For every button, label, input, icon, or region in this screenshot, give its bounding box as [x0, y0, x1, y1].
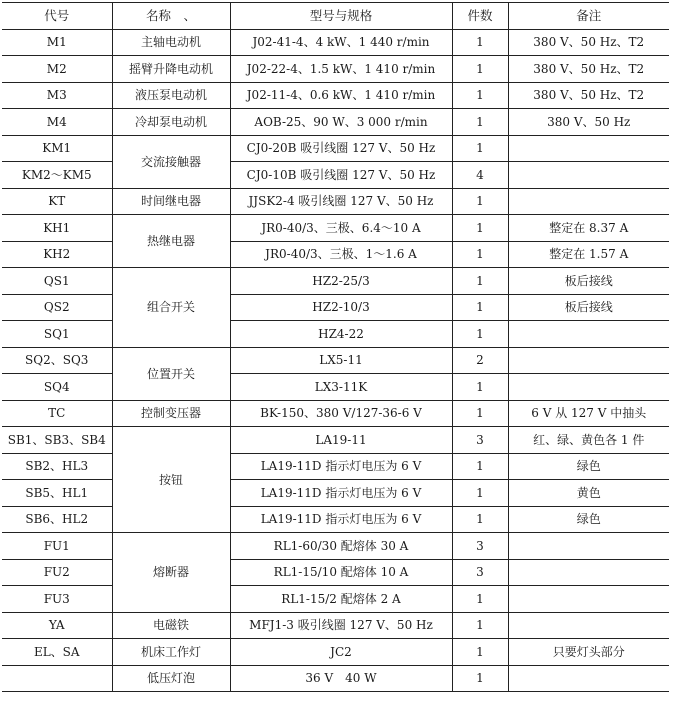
component-table	[2, 2, 669, 692]
cell-spec: J02-22-4、1.5 kW、1 410 r/min	[230, 56, 452, 83]
cell-spec: RL1-60/30 配熔体 30 A	[230, 533, 452, 560]
cell-note: 6 V 从 127 V 中抽头	[508, 400, 669, 427]
cell-qty: 1	[452, 453, 508, 480]
cell-note: 黄色	[508, 480, 669, 507]
cell-qty: 1	[452, 82, 508, 109]
cell-code: M2	[2, 56, 112, 83]
cell-spec: CJ0-20B 吸引线圈 127 V、50 Hz	[230, 135, 452, 162]
cell-qty: 1	[452, 506, 508, 533]
table-row	[2, 56, 669, 83]
table-row	[2, 109, 669, 136]
cell-code: QS2	[2, 294, 112, 321]
cell-note: 绿色	[508, 453, 669, 480]
cell-name: 位置开关	[112, 347, 230, 400]
cell-qty: 1	[452, 665, 508, 692]
table-row	[2, 241, 669, 268]
cell-code: SB1、SB3、SB4	[2, 427, 112, 454]
cell-qty: 1	[452, 612, 508, 639]
table-row	[2, 188, 669, 215]
cell-note	[508, 135, 669, 162]
cell-qty: 1	[452, 480, 508, 507]
cell-spec: AOB-25、90 W、3 000 r/min	[230, 109, 452, 136]
cell-spec: LA19-11D 指示灯电压为 6 V	[230, 453, 452, 480]
cell-code: KH1	[2, 215, 112, 242]
cell-name: 电磁铁	[112, 612, 230, 639]
cell-code: SQ2、SQ3	[2, 347, 112, 374]
table-row	[2, 480, 669, 507]
cell-qty: 1	[452, 215, 508, 242]
cell-name: 按钮	[112, 427, 230, 533]
cell-qty: 3	[452, 559, 508, 586]
header-name: 名称 、	[112, 3, 230, 30]
cell-name: 控制变压器	[112, 400, 230, 427]
cell-code: KM2～KM5	[2, 162, 112, 189]
cell-name: 摇臂升降电动机	[112, 56, 230, 83]
cell-note: 板后接线	[508, 294, 669, 321]
cell-name: 机床工作灯	[112, 639, 230, 666]
cell-spec: JC2	[230, 639, 452, 666]
cell-note: 380 V、50 Hz	[508, 109, 669, 136]
table-row	[2, 427, 669, 454]
cell-qty: 1	[452, 321, 508, 348]
cell-code: SB6、HL2	[2, 506, 112, 533]
cell-spec: BK-150、380 V/127-36-6 V	[230, 400, 452, 427]
cell-qty: 3	[452, 427, 508, 454]
cell-qty: 1	[452, 374, 508, 401]
cell-note: 整定在 1.57 A	[508, 241, 669, 268]
cell-spec: LA19-11D 指示灯电压为 6 V	[230, 480, 452, 507]
cell-spec: RL1-15/10 配熔体 10 A	[230, 559, 452, 586]
cell-note	[508, 162, 669, 189]
cell-code: FU2	[2, 559, 112, 586]
cell-spec: RL1-15/2 配熔体 2 A	[230, 586, 452, 613]
cell-qty: 1	[452, 268, 508, 295]
table-row	[2, 82, 669, 109]
table-row	[2, 268, 669, 295]
cell-note: 380 V、50 Hz、T2	[508, 29, 669, 56]
table-row	[2, 533, 669, 560]
table-row	[2, 612, 669, 639]
table-row	[2, 294, 669, 321]
cell-spec: MFJ1-3 吸引线圈 127 V、50 Hz	[230, 612, 452, 639]
cell-code: SQ1	[2, 321, 112, 348]
table-row	[2, 347, 669, 374]
cell-code: KH2	[2, 241, 112, 268]
cell-name: 熔断器	[112, 533, 230, 613]
cell-note: 380 V、50 Hz、T2	[508, 56, 669, 83]
cell-code: QS1	[2, 268, 112, 295]
cell-name: 交流接触器	[112, 135, 230, 188]
cell-note	[508, 559, 669, 586]
cell-note	[508, 533, 669, 560]
cell-code: TC	[2, 400, 112, 427]
cell-qty: 1	[452, 294, 508, 321]
cell-spec: HZ4-22	[230, 321, 452, 348]
cell-code: M4	[2, 109, 112, 136]
table-row	[2, 586, 669, 613]
cell-code: M1	[2, 29, 112, 56]
cell-note	[508, 612, 669, 639]
cell-code: FU3	[2, 586, 112, 613]
cell-spec: LX3-11K	[230, 374, 452, 401]
cell-name: 组合开关	[112, 268, 230, 348]
cell-code: YA	[2, 612, 112, 639]
cell-code: SB5、HL1	[2, 480, 112, 507]
cell-note: 红、绿、黄色各 1 件	[508, 427, 669, 454]
cell-qty: 1	[452, 400, 508, 427]
cell-note	[508, 321, 669, 348]
cell-note: 绿色	[508, 506, 669, 533]
cell-note: 整定在 8.37 A	[508, 215, 669, 242]
header-qty: 件数	[452, 3, 508, 30]
header-row	[2, 3, 669, 30]
table-row	[2, 321, 669, 348]
table-row	[2, 453, 669, 480]
cell-code: SQ4	[2, 374, 112, 401]
cell-spec: LA19-11D 指示灯电压为 6 V	[230, 506, 452, 533]
cell-note	[508, 665, 669, 692]
cell-qty: 1	[452, 56, 508, 83]
cell-code	[2, 665, 112, 692]
table-row	[2, 506, 669, 533]
cell-spec: J02-41-4、4 kW、1 440 r/min	[230, 29, 452, 56]
cell-note	[508, 188, 669, 215]
cell-qty: 1	[452, 29, 508, 56]
cell-note: 只要灯头部分	[508, 639, 669, 666]
cell-spec: HZ2-25/3	[230, 268, 452, 295]
cell-spec: CJ0-10B 吸引线圈 127 V、50 Hz	[230, 162, 452, 189]
cell-spec: JR0-40/3、三极、1～1.6 A	[230, 241, 452, 268]
cell-code: SB2、HL3	[2, 453, 112, 480]
cell-qty: 1	[452, 135, 508, 162]
table-row	[2, 559, 669, 586]
cell-spec: HZ2-10/3	[230, 294, 452, 321]
cell-qty: 1	[452, 586, 508, 613]
table-row	[2, 29, 669, 56]
header-spec: 型号与规格	[230, 3, 452, 30]
cell-name: 热继电器	[112, 215, 230, 268]
cell-note: 380 V、50 Hz、T2	[508, 82, 669, 109]
cell-name: 低压灯泡	[112, 665, 230, 692]
cell-spec: LA19-11	[230, 427, 452, 454]
table-row	[2, 162, 669, 189]
table-row	[2, 665, 669, 692]
cell-note	[508, 374, 669, 401]
table-row	[2, 135, 669, 162]
table-row	[2, 374, 669, 401]
cell-code: M3	[2, 82, 112, 109]
cell-code: FU1	[2, 533, 112, 560]
cell-qty: 3	[452, 533, 508, 560]
cell-qty: 1	[452, 241, 508, 268]
table-row	[2, 215, 669, 242]
cell-note: 板后接线	[508, 268, 669, 295]
table-row	[2, 400, 669, 427]
cell-qty: 2	[452, 347, 508, 374]
table-row	[2, 639, 669, 666]
cell-name: 冷却泵电动机	[112, 109, 230, 136]
cell-code: KT	[2, 188, 112, 215]
cell-note	[508, 586, 669, 613]
cell-spec: JR0-40/3、三极、6.4～10 A	[230, 215, 452, 242]
cell-spec: LX5-11	[230, 347, 452, 374]
header-note: 备注	[508, 3, 669, 30]
header-code: 代号	[2, 3, 112, 30]
cell-spec: J02-11-4、0.6 kW、1 410 r/min	[230, 82, 452, 109]
cell-qty: 1	[452, 109, 508, 136]
cell-name: 时间继电器	[112, 188, 230, 215]
cell-qty: 4	[452, 162, 508, 189]
cell-spec: JJSK2-4 吸引线圈 127 V、50 Hz	[230, 188, 452, 215]
cell-qty: 1	[452, 639, 508, 666]
cell-code: KM1	[2, 135, 112, 162]
cell-qty: 1	[452, 188, 508, 215]
cell-note	[508, 347, 669, 374]
cell-name: 液压泵电动机	[112, 82, 230, 109]
cell-code: EL、SA	[2, 639, 112, 666]
cell-spec: 36 V 40 W	[230, 665, 452, 692]
cell-name: 主轴电动机	[112, 29, 230, 56]
